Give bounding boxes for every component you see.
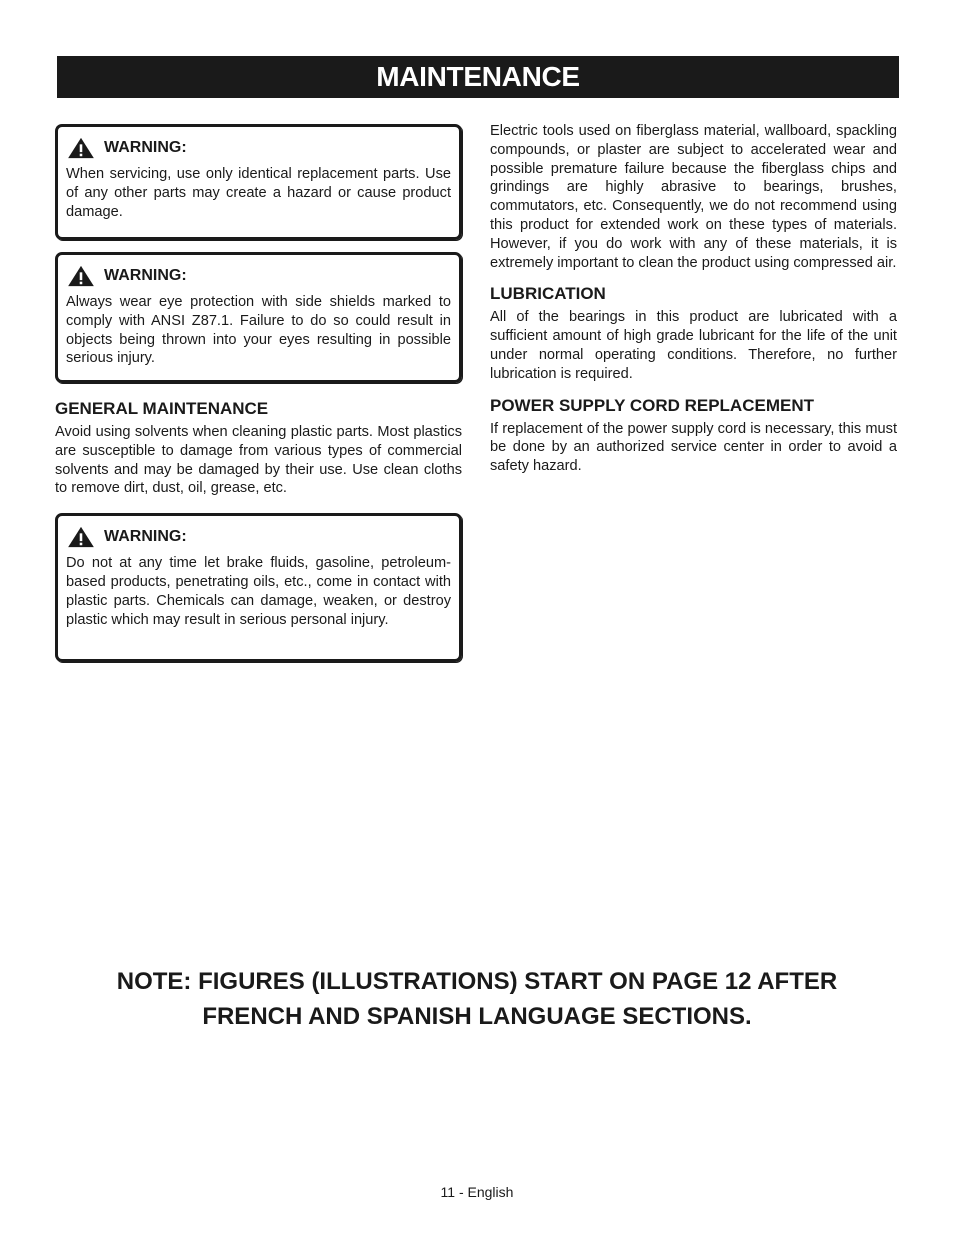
section-heading: GENERAL MAINTENANCE — [55, 399, 269, 418]
fiberglass-paragraph: Electric tools used on fiberglass material, wallboard, spackling compounds, or plaster are subject to accelerated wear and possible premature failure because the fiberglass chips and grindings are highly abrasive to bearings, brushes, commutators, etc. Consequently, we do not recommend using this product for extended work on these types of materials. However, if you do work with any of these materials, it is extremely important to clean the product using compressed air. — [490, 123, 897, 271]
section-text: Avoid using solvents when cleaning plastic parts. Most plastics are susceptible to damage from various types of commercial solvents and may be damaged by their use. Use clean cloths to remove dirt, dust, oil, grease, etc. — [55, 424, 462, 497]
lubrication-section — [490, 284, 897, 383]
general-maintenance-section — [55, 399, 462, 498]
warning-text: Do not at any time let brake fluids, gasoline, petroleum-based products, penetrating oils, etc., come in contact with plastic parts. Chemicals can damage, weaken, or destroy plastic which may result in serious personal injury. — [66, 555, 451, 628]
page-footer: 11 - English — [440, 1184, 514, 1200]
warning-box-eye-protection — [55, 252, 462, 383]
left-column — [55, 124, 462, 662]
warning-box-chemicals — [55, 513, 462, 662]
warning-label: WARNING: — [104, 139, 187, 156]
section-text: All of the bearings in this product are lubricated with a sufficient amount of high grade lubricant for the life of the unit under normal operating conditions. Therefore, no further lubrication is required. — [490, 309, 897, 382]
note-line-1: NOTE: FIGURES (ILLUSTRATIONS) START ON PAGE 12 AFTER — [116, 968, 838, 995]
section-heading: LUBRICATION — [490, 284, 606, 304]
page-title: MAINTENANCE — [57, 56, 899, 98]
section-heading: POWER SUPPLY CORD REPLACEMENT — [490, 395, 814, 415]
warning-text: When servicing, use only identical replacement parts. Use of any other parts may create a hazard or cause product damage. — [66, 166, 451, 220]
power-cord-section — [490, 396, 897, 476]
warning-header — [66, 137, 451, 159]
warning-triangle-icon — [66, 137, 96, 159]
warning-header — [66, 265, 451, 287]
figures-note — [0, 964, 954, 1034]
warning-label: WARNING: — [104, 528, 187, 546]
warning-label: WARNING: — [104, 267, 187, 284]
warning-triangle-icon — [66, 265, 96, 287]
warning-triangle-icon — [66, 526, 96, 548]
right-column — [490, 122, 897, 476]
warning-box-replacement-parts — [55, 124, 462, 240]
warning-header — [66, 526, 451, 548]
section-text: If replacement of the power supply cord is necessary, this must be done by an authorized service center in order to avoid a safety hazard. — [490, 420, 897, 475]
warning-text: Always wear eye protection with side shields marked to comply with ANSI Z87.1. Failure to do so could result in objects being thrown into your eyes resulting in possible serious injury. — [66, 294, 451, 367]
note-line-2: FRENCH AND SPANISH LANGUAGE SECTIONS. — [202, 1003, 752, 1030]
